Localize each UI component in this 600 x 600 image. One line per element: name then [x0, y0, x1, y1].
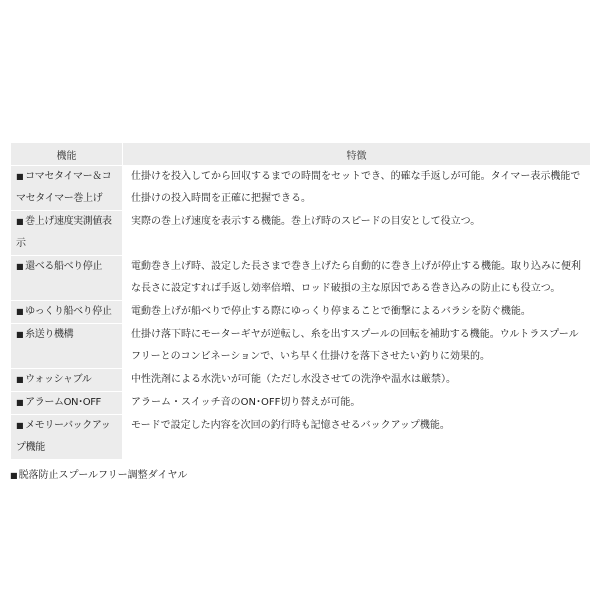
feature-cell [11, 369, 123, 392]
square-bullet-icon: ■ [16, 375, 24, 384]
feature-cell [11, 324, 123, 369]
square-bullet-icon: ■ [16, 398, 24, 407]
table-row [11, 166, 591, 211]
feature-cell [11, 392, 123, 415]
table-row [11, 256, 591, 301]
feature-name: 還べる船べり停止 [25, 261, 102, 272]
table-row [11, 324, 591, 369]
square-bullet-icon: ■ [16, 421, 24, 430]
description-cell: 電動巻上げが船べりで停止する際にゆっくり停まることで衝撃によるバラシを防ぐ機能。 [123, 301, 591, 324]
table-row [11, 369, 591, 392]
table-row [11, 392, 591, 415]
feature-cell [11, 301, 123, 324]
feature-name: ゆっくり船べり停止 [25, 306, 112, 317]
square-bullet-icon: ■ [16, 172, 24, 181]
square-bullet-icon: ■ [16, 330, 24, 339]
table-row [11, 415, 591, 460]
square-bullet-icon: ■ [16, 217, 24, 226]
header-feature: 機能 [11, 143, 123, 166]
description-cell: アラーム・スイッチ音のON･OFF切り替えが可能。 [123, 392, 591, 415]
feature-name: メモリーバックアップ機能 [16, 420, 111, 453]
feature-cell [11, 256, 123, 301]
feature-name: ウォッシャブル [25, 374, 92, 385]
description-cell: 仕掛けを投入してから回収するまでの時間をセットでき、的確な手返しが可能。タイマー表示機能で仕掛けの投入時間を正確に把握できる。 [123, 166, 591, 211]
feature-table [10, 142, 591, 460]
feature-name: 糸送り機構 [25, 329, 74, 340]
table-row [11, 211, 591, 256]
table-header-row [11, 143, 591, 166]
square-bullet-icon: ■ [16, 262, 24, 271]
feature-cell [11, 211, 123, 256]
header-description: 特徴 [123, 143, 591, 166]
table-row [11, 301, 591, 324]
feature-name: コマセタイマー＆コマセタイマー巻上げ [16, 171, 112, 204]
feature-cell [11, 166, 123, 211]
footer-note [10, 466, 187, 481]
square-bullet-icon: ■ [16, 307, 24, 316]
feature-name: 巻上げ速度実測値表示 [16, 216, 112, 249]
description-cell: 中性洗剤による水洗いが可能（ただし水没させての洗浄や温水は厳禁）。 [123, 369, 591, 392]
feature-name: アラームON･OFF [25, 397, 101, 408]
feature-cell [11, 415, 123, 460]
description-cell: 仕掛け落下時にモーターギヤが逆転し、糸を出すスプールの回転を補助する機能。ウルトラスプールフリーとのコンビネーションで、いち早く仕掛けを落下させたい釣りに効果的。 [123, 324, 591, 369]
square-bullet-icon: ■ [10, 471, 18, 480]
description-cell: モードで設定した内容を次回の釣行時も記憶させるバックアップ機能。 [123, 415, 591, 460]
description-cell: 実際の巻上げ速度を表示する機能。巻上げ時のスピードの目安として役立つ。 [123, 211, 591, 256]
footer-note-text: 脱落防止スプールフリー調整ダイヤル [18, 470, 188, 481]
description-cell: 電動巻き上げ時、設定した長さまで巻き上げたら自動的に巻き上げが停止する機能。取り込みに便利な長さに設定すれば手返し効率倍増、ロッド破損の主な原因である巻き込みの防止にも役立つ。 [123, 256, 591, 301]
